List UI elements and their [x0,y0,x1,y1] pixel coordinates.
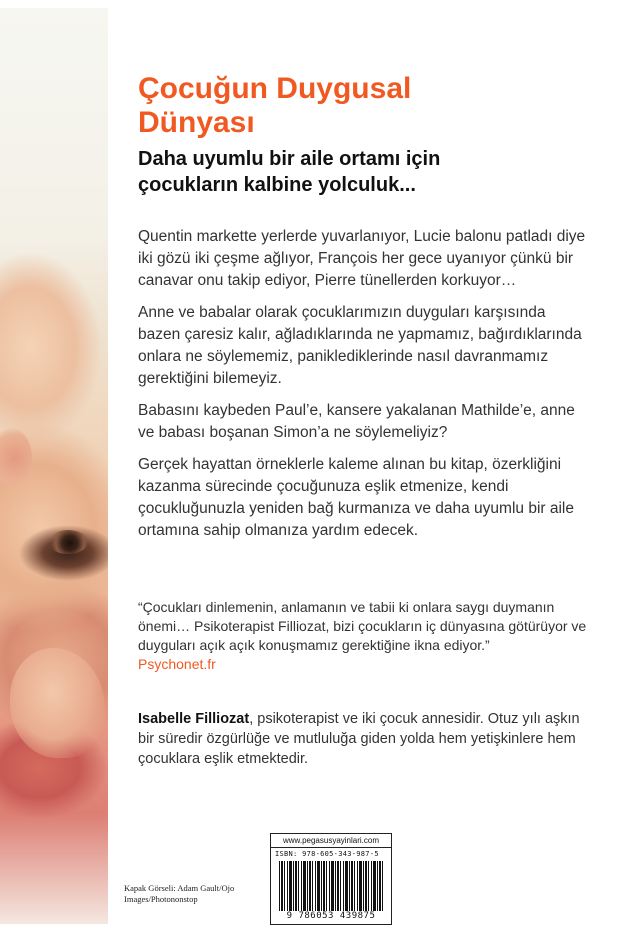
quote-text: “Çocukları dinlemenin, anlamanın ve tabii ki onlara saygı duymanın önemi… Psikoterapist Filliozat, bizi çocukların iç dünyasına götürüyor ve duyguları açık açık konuşmamız gerektiğine ikna ediyor.” [138,599,587,653]
photo-hand [10,648,105,758]
blurb-paragraph: Anne ve babalar olarak çocuklarımızın duyguları karşısında bazen çaresiz kalır, ağladıklarında ne yapmamız, bağırdıklarında onlara ne söylememiz, paniklediklerinde nasıl davranmamız gerektiğini bilemeyiz. [138,304,582,387]
photo-credit-line-1: Kapak Görseli: Adam Gault/Ojo [124,883,235,893]
blurb-paragraph: Gerçek hayattan örneklerle kaleme alınan bu kitap, özerkliğini kazanma sürecinde çocuğunuza eşlik etmenize, kendi çocukluğunuzla yeniden bağ kurmanıza ve daha uyumlu bir aile ortamına sahip olmanıza yardım edecek. [138,456,574,539]
barcode [279,861,383,911]
title-line-2: Dünyası [138,106,255,139]
subtitle-line-2: çocukların kalbine yolculuk... [138,174,416,196]
author-bio-text: , psikoterapist ve iki çocuk annesidir. Otuz yılı aşkın bir süredir özgürlüğe ve mutluluğa giden yolda hem yetişkinlere hem çocuklara eşlik etmektedir. [138,711,580,767]
publisher-website: www.pegasusyayinlari.com [271,835,391,848]
book-subtitle [138,146,598,198]
isbn-number: ISBN: 978-605-343-987-5 [275,850,379,858]
barcode-digits: 9 786053 439875 [286,911,376,921]
blurb-paragraph: Quentin markette yerlerde yuvarlanıyor, Lucie balonu patladı diye iki gözü iki çeşme ağlıyor, François her gece uyanıyor çünkü bir canavar onu takip ediyor, Pierre tünellerden korkuyor… [138,228,586,289]
photo-eye [48,530,88,554]
photo-credit [124,883,264,905]
photo-ear [0,428,32,488]
author-bio [138,709,598,769]
barcode-block [270,833,392,925]
cover-photo [0,8,108,924]
subtitle-line-1: Daha uyumlu bir aile ortamı için [138,148,441,170]
quote-source: Psychonet.fr [138,656,216,672]
photo-credit-line-2: Images/Photononstop [124,894,198,904]
blurb [138,226,588,552]
review-quote [138,598,588,674]
book-title [138,72,578,140]
author-name: Isabelle Filliozat [138,711,250,727]
title-line-1: Çocuğun Duygusal [138,72,412,105]
blurb-paragraph: Babasını kaybeden Paul’e, kansere yakalanan Mathilde’e, anne ve babası boşanan Simon’a ne söylemeliyiz? [138,402,575,441]
